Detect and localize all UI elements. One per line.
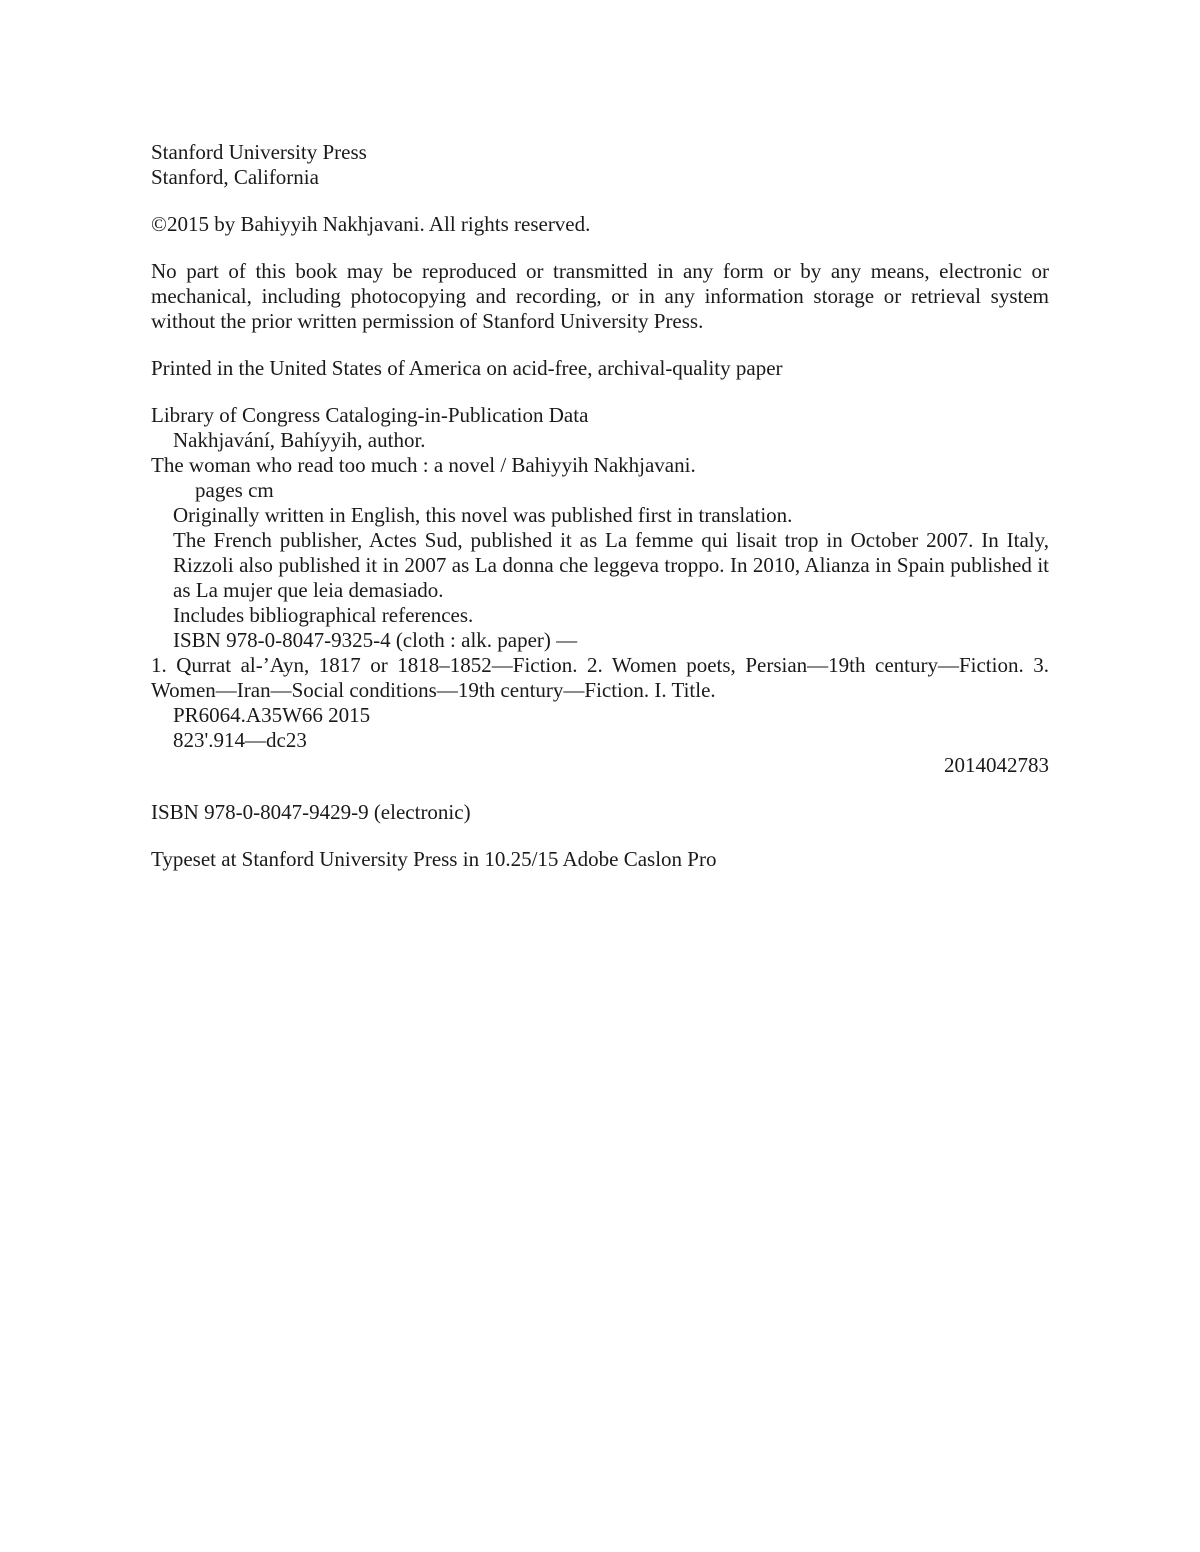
cip-lccn: 2014042783 xyxy=(944,753,1049,777)
cip-note-original: Originally written in English, this novel was published first in translation. xyxy=(173,503,793,527)
cip-author: Nakhjavání, Bahíyyih, author. xyxy=(173,428,426,452)
cip-heading: Library of Congress Cataloging-in-Publication Data xyxy=(151,403,589,427)
cip-isbn-cloth: ISBN 978-0-8047-9325-4 (cloth : alk. paper) — xyxy=(173,628,578,652)
cip-note-biblio: Includes bibliographical references. xyxy=(173,603,474,627)
rights-notice: No part of this book may be reproduced or transmitted in any form or by any means, electronic or mechanical, including photocopying and recording, or in any information storage or retrieval system without the prior written permission of Stanford University Press. xyxy=(151,259,1049,333)
copyright-page xyxy=(151,140,1049,872)
printing-note: Printed in the United States of America on acid-free, archival-quality paper xyxy=(151,356,783,380)
cip-block xyxy=(151,403,1049,778)
cip-call-number: PR6064.A35W66 2015 xyxy=(173,703,371,727)
copyright-notice: ©2015 by Bahiyyih Nakhjavani. All rights reserved. xyxy=(151,212,591,236)
typeset-note: Typeset at Stanford University Press in 10.25/15 Adobe Caslon Pro xyxy=(151,847,717,871)
publisher-name: Stanford University Press xyxy=(151,140,367,164)
publisher-location: Stanford, California xyxy=(151,165,319,189)
cip-subjects: 1. Qurrat al-’Ayn, 1817 or 1818–1852—Fiction. 2. Women poets, Persian—19th century—Fiction. 3. Women—Iran—Social conditions—19th century—Fiction. I. Title. xyxy=(151,653,1049,702)
cip-dewey: 823'.914—dc23 xyxy=(173,728,307,752)
isbn-electronic: ISBN 978-0-8047-9429-9 (electronic) xyxy=(151,800,471,824)
publisher-block xyxy=(151,140,1049,190)
cip-pages: pages cm xyxy=(195,478,274,502)
cip-note-publishers: The French publisher, Actes Sud, published it as La femme qui lisait trop in October 2007. In Italy, Rizzoli also published it in 2007 as La donna che leggeva troppo. In 2010, Alianza in Spain published it as La mujer que leia demasiado. xyxy=(173,528,1049,602)
cip-title: The woman who read too much : a novel / Bahiyyih Nakhjavani. xyxy=(151,453,696,477)
